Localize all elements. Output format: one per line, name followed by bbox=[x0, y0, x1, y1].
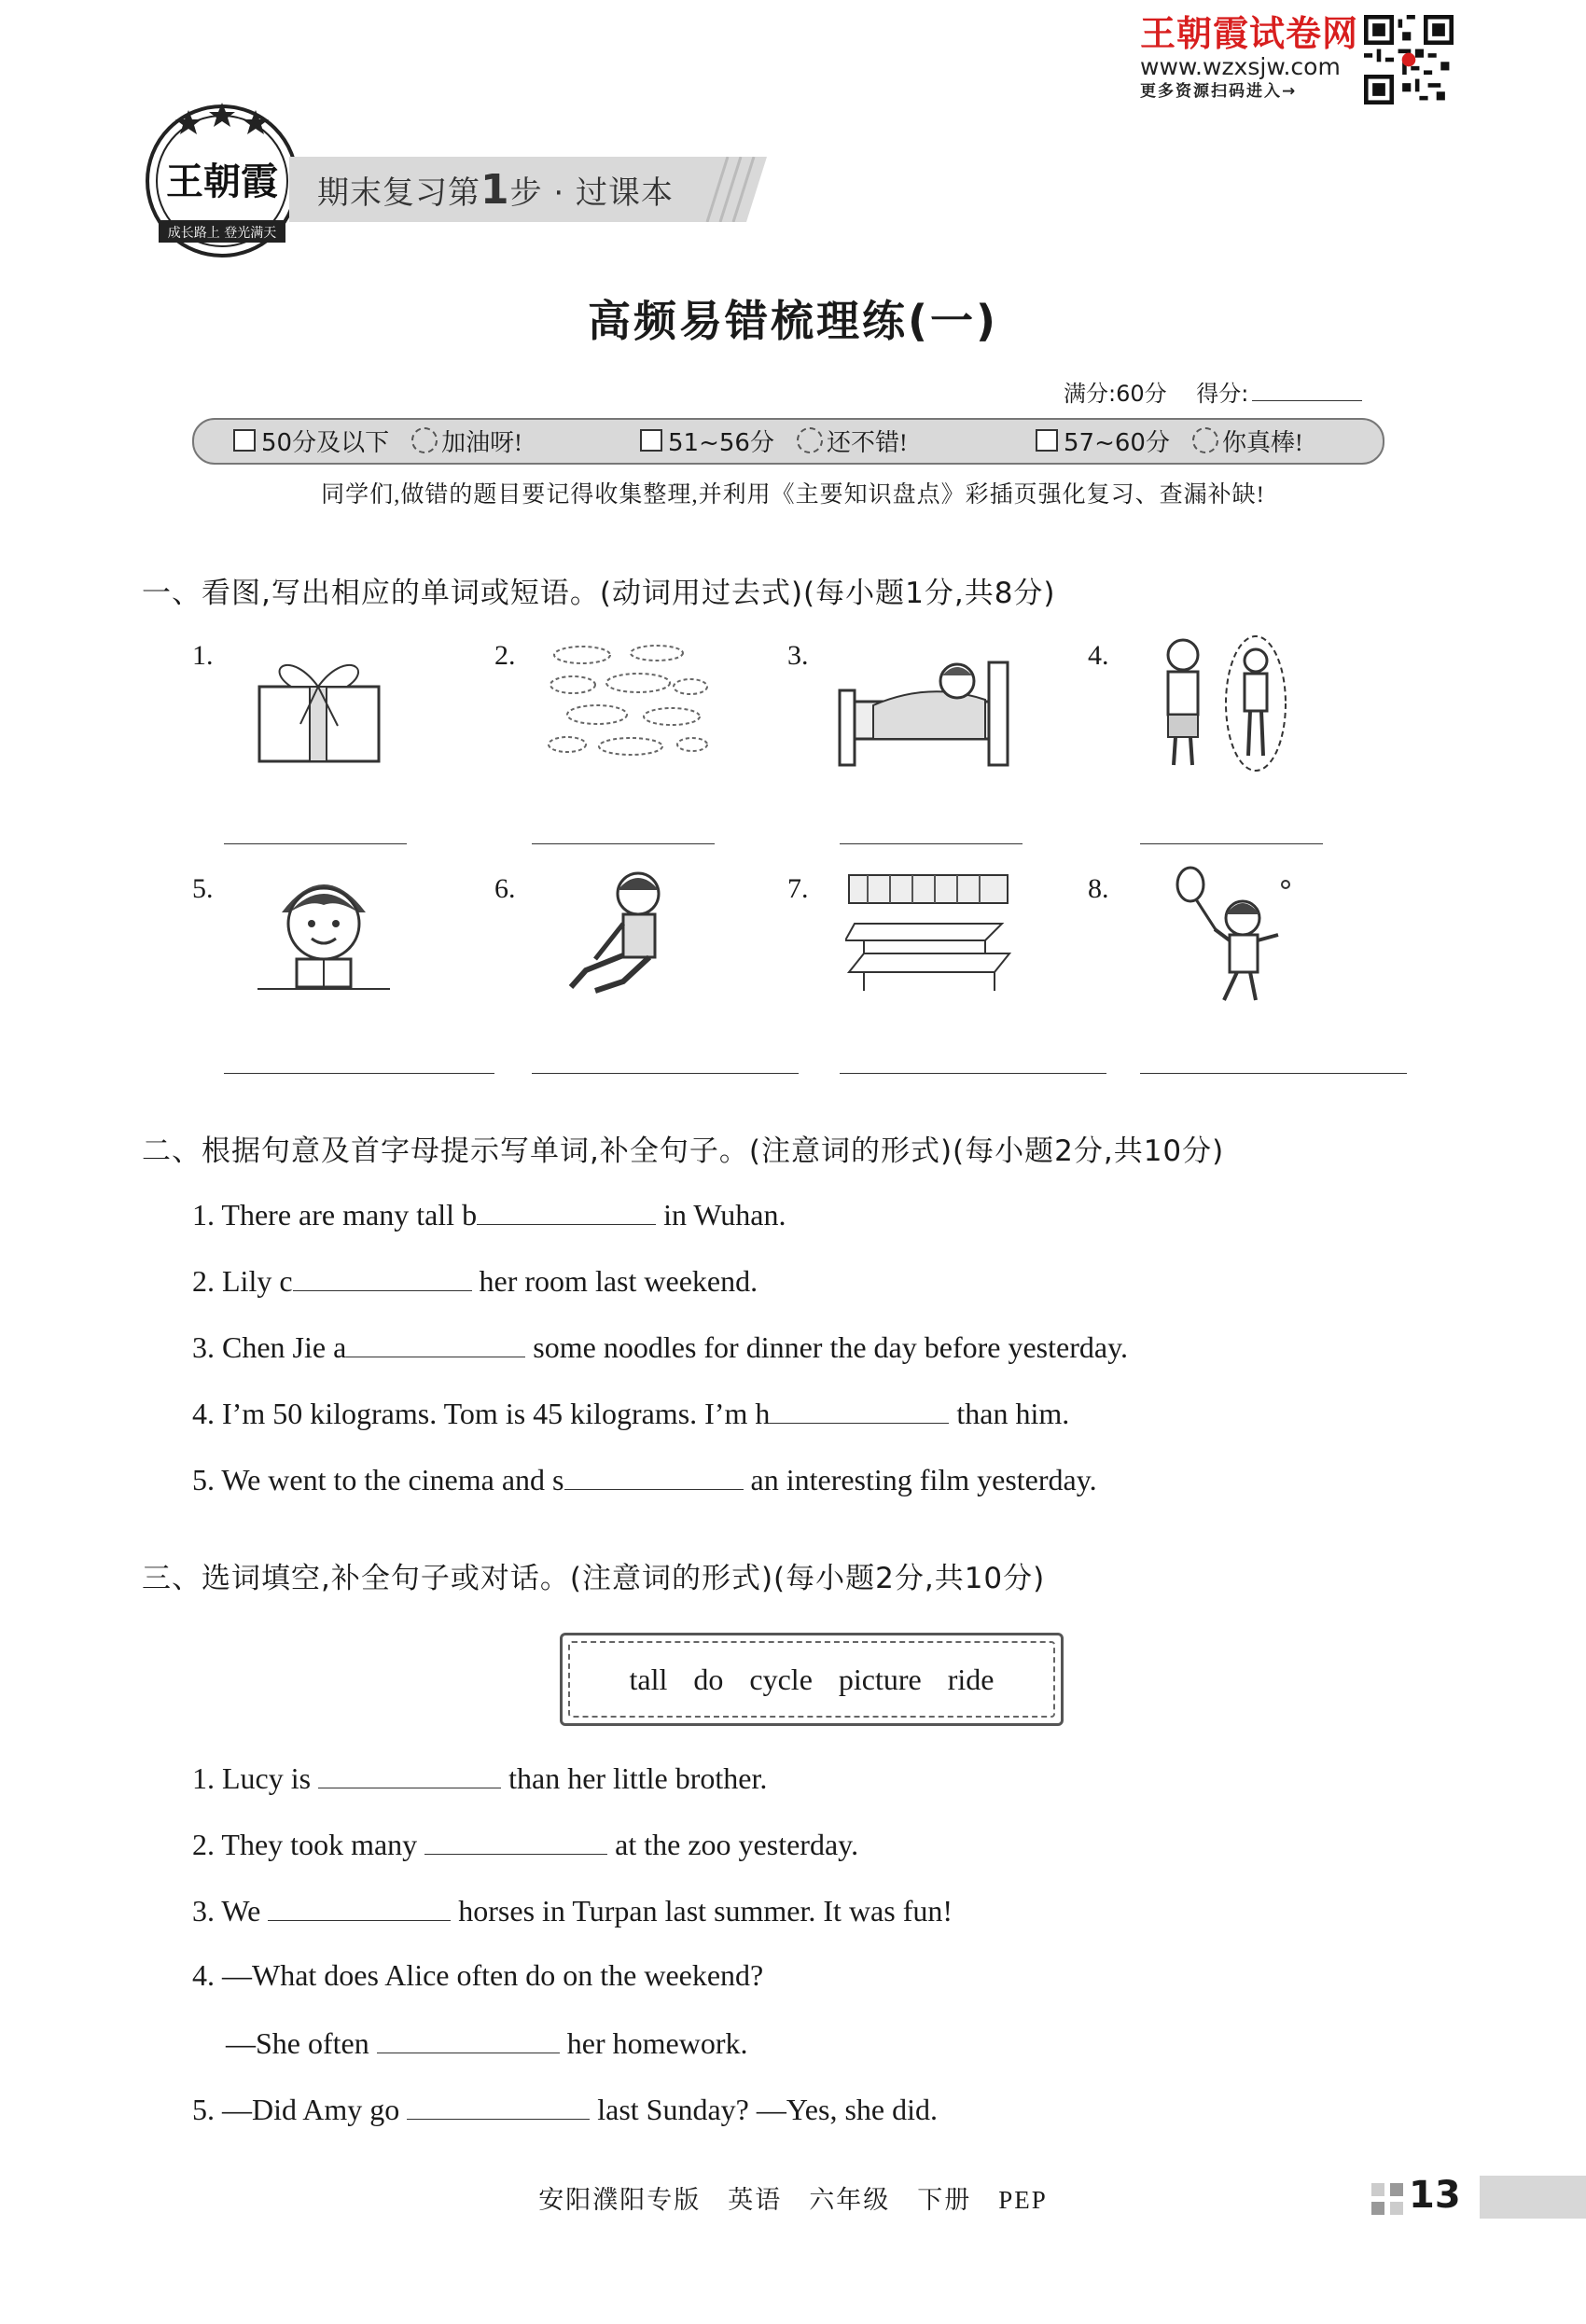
score-range-label: 57~60分 bbox=[1064, 428, 1170, 457]
answer-line-4[interactable] bbox=[1140, 843, 1323, 844]
sentence-3-3 bbox=[192, 1892, 953, 1928]
sentence-text: 2. Lily c bbox=[192, 1264, 293, 1298]
answer-line-2[interactable] bbox=[532, 843, 715, 844]
answer-line-3[interactable] bbox=[840, 843, 1023, 844]
sentence-2-4 bbox=[192, 1395, 1069, 1431]
two-boys-icon bbox=[1148, 634, 1293, 774]
word-bank-word: picture bbox=[838, 1662, 922, 1696]
page-title: 高频易错梳理练(一) bbox=[587, 296, 999, 346]
sentence-text: 3. Chen Jie a bbox=[192, 1330, 347, 1364]
wangzhaoxia-logo bbox=[142, 101, 302, 261]
page-corner-decoration bbox=[1371, 2183, 1403, 2215]
page-number: 13 bbox=[1409, 2174, 1461, 2217]
gift-box-icon bbox=[254, 649, 384, 767]
sentence-3-5 bbox=[192, 2091, 938, 2127]
sentence-3-2 bbox=[192, 1826, 858, 1862]
answer-blank[interactable] bbox=[293, 1262, 472, 1291]
item-number: 3. bbox=[787, 640, 809, 671]
answer-line-8[interactable] bbox=[1140, 1073, 1407, 1074]
answer-blank[interactable] bbox=[564, 1461, 744, 1490]
sentence-2-5 bbox=[192, 1461, 1097, 1497]
score-range-label: 51~56分 bbox=[668, 428, 774, 457]
sentence-text: 4. —What does Alice often do on the weekend? bbox=[192, 1958, 764, 1992]
checkbox[interactable] bbox=[1036, 429, 1058, 452]
answer-line-6[interactable] bbox=[532, 1073, 799, 1074]
sentence-text: 3. We bbox=[192, 1894, 269, 1927]
score-range-high bbox=[1036, 422, 1303, 459]
sentence-text: 1. There are many tall b bbox=[192, 1198, 478, 1232]
item-number: 5. bbox=[192, 873, 214, 904]
answer-blank[interactable] bbox=[407, 2091, 590, 2120]
sentence-text: —She often bbox=[226, 2026, 377, 2060]
answer-blank[interactable] bbox=[377, 2025, 560, 2053]
answer-blank[interactable] bbox=[770, 1395, 949, 1424]
word-bank bbox=[560, 1633, 1064, 1726]
sentence-text: some noodles for dinner the day before yesterday. bbox=[525, 1330, 1128, 1364]
got-score-blank[interactable] bbox=[1252, 400, 1362, 401]
sentence-text: 1. Lucy is bbox=[192, 1761, 319, 1795]
sleeping-child-icon bbox=[836, 653, 1011, 771]
sentence-text: 5. We went to the cinema and s bbox=[192, 1463, 564, 1496]
item-number: 2. bbox=[494, 640, 516, 671]
sentence-2-3 bbox=[192, 1329, 1128, 1365]
sentence-3-4-question bbox=[192, 1958, 763, 1993]
word-bank-word: tall bbox=[629, 1662, 668, 1696]
qr-code-icon[interactable] bbox=[1364, 15, 1454, 104]
answer-line-5[interactable] bbox=[224, 1073, 494, 1074]
badminton-girl-icon bbox=[1162, 866, 1301, 1011]
answer-blank[interactable] bbox=[424, 1826, 607, 1855]
score-range-mid bbox=[640, 422, 908, 459]
brand-name: 王朝霞试卷网 bbox=[1140, 13, 1359, 54]
sentence-text: her homework. bbox=[559, 2026, 748, 2060]
banner-step-number: 1 bbox=[480, 166, 510, 214]
sentence-text: 2. They took many bbox=[192, 1828, 425, 1861]
answer-blank[interactable] bbox=[318, 1760, 501, 1788]
footer-edition: 安阳濮阳专版 英语 六年级 下册 PEP bbox=[538, 2186, 1048, 2214]
sentence-text: at the zoo yesterday. bbox=[607, 1828, 859, 1861]
page-number-bar bbox=[1480, 2176, 1586, 2219]
score-comment: 你真棒! bbox=[1221, 428, 1303, 456]
banner-suffix: 步 · 过课本 bbox=[509, 174, 675, 212]
smiley-face-icon bbox=[1192, 427, 1218, 453]
answer-blank[interactable] bbox=[268, 1892, 451, 1921]
item-number: 1. bbox=[192, 640, 214, 671]
svg-text:王朝霞: 王朝霞 bbox=[166, 160, 278, 203]
sentence-text: an interesting film yesterday. bbox=[743, 1463, 1097, 1496]
checkbox[interactable] bbox=[233, 429, 256, 452]
sentence-3-4-answer bbox=[226, 2025, 747, 2061]
word-bank-word: cycle bbox=[749, 1662, 813, 1696]
item-number: 6. bbox=[494, 873, 516, 904]
score-range-low bbox=[233, 422, 522, 459]
sentence-text: than him. bbox=[949, 1397, 1070, 1430]
hurt-boy-icon bbox=[558, 866, 689, 1002]
banner-prefix: 期末复习第 bbox=[317, 174, 480, 212]
sentence-text: her room last weekend. bbox=[471, 1264, 758, 1298]
brand-subtitle: 更多资源扫码进入→ bbox=[1140, 82, 1298, 101]
checkbox[interactable] bbox=[640, 429, 662, 452]
sentence-2-1 bbox=[192, 1196, 786, 1232]
dining-hall-icon bbox=[845, 871, 1011, 995]
section-2-heading: 二、根据句意及首字母提示写单词,补全句子。(注意词的形式)(每小题2分,共10分) bbox=[142, 1134, 1225, 1168]
item-number: 7. bbox=[787, 873, 809, 904]
sentence-text: 4. I’m 50 kilograms. Tom is 45 kilograms. I’m h bbox=[192, 1397, 771, 1430]
word-bank-word: ride bbox=[947, 1662, 995, 1696]
chapter-banner-text bbox=[317, 166, 674, 214]
score-comment: 加油呀! bbox=[441, 428, 522, 456]
item-number: 4. bbox=[1088, 640, 1109, 671]
smiley-face-icon bbox=[411, 427, 438, 453]
clouds-icon bbox=[545, 640, 709, 759]
sentence-3-1 bbox=[192, 1760, 767, 1796]
full-score: 满分:60分 bbox=[1064, 381, 1167, 407]
answer-line-7[interactable] bbox=[840, 1073, 1106, 1074]
study-tip: 同学们,做错的题目要记得收集整理,并利用《主要知识盘点》彩插页强化复习、查漏补缺! bbox=[321, 482, 1265, 508]
brand-url[interactable]: www.wzxsjw.com bbox=[1140, 53, 1341, 80]
score-comment: 还不错! bbox=[826, 428, 908, 456]
section-3-heading: 三、选词填空,补全句子或对话。(注意词的形式)(每小题2分,共10分) bbox=[142, 1562, 1046, 1595]
score-line bbox=[1064, 375, 1362, 408]
sentence-text: than her little brother. bbox=[501, 1761, 768, 1795]
section-1-heading: 一、看图,写出相应的单词或短语。(动词用过去式)(每小题1分,共8分) bbox=[142, 577, 1056, 610]
sentence-2-2 bbox=[192, 1262, 758, 1299]
word-bank-word: do bbox=[693, 1662, 724, 1696]
answer-blank[interactable] bbox=[477, 1196, 656, 1225]
sentence-text: last Sunday? —Yes, she did. bbox=[590, 2093, 938, 2126]
brand-header bbox=[1140, 13, 1383, 103]
svg-text:成长路上 登光满天: 成长路上 登光满天 bbox=[167, 226, 277, 241]
sentence-text: in Wuhan. bbox=[656, 1198, 786, 1232]
item-number: 8. bbox=[1088, 873, 1109, 904]
score-range-label: 50分及以下 bbox=[261, 428, 390, 457]
sentence-text: 5. —Did Amy go bbox=[192, 2093, 408, 2126]
sentence-text: horses in Turpan last summer. It was fun! bbox=[451, 1894, 953, 1927]
answer-line-1[interactable] bbox=[224, 843, 407, 844]
got-score-label: 得分: bbox=[1196, 381, 1249, 407]
smiley-face-icon bbox=[797, 427, 823, 453]
boy-reading-icon bbox=[254, 866, 394, 998]
answer-blank[interactable] bbox=[346, 1329, 525, 1357]
